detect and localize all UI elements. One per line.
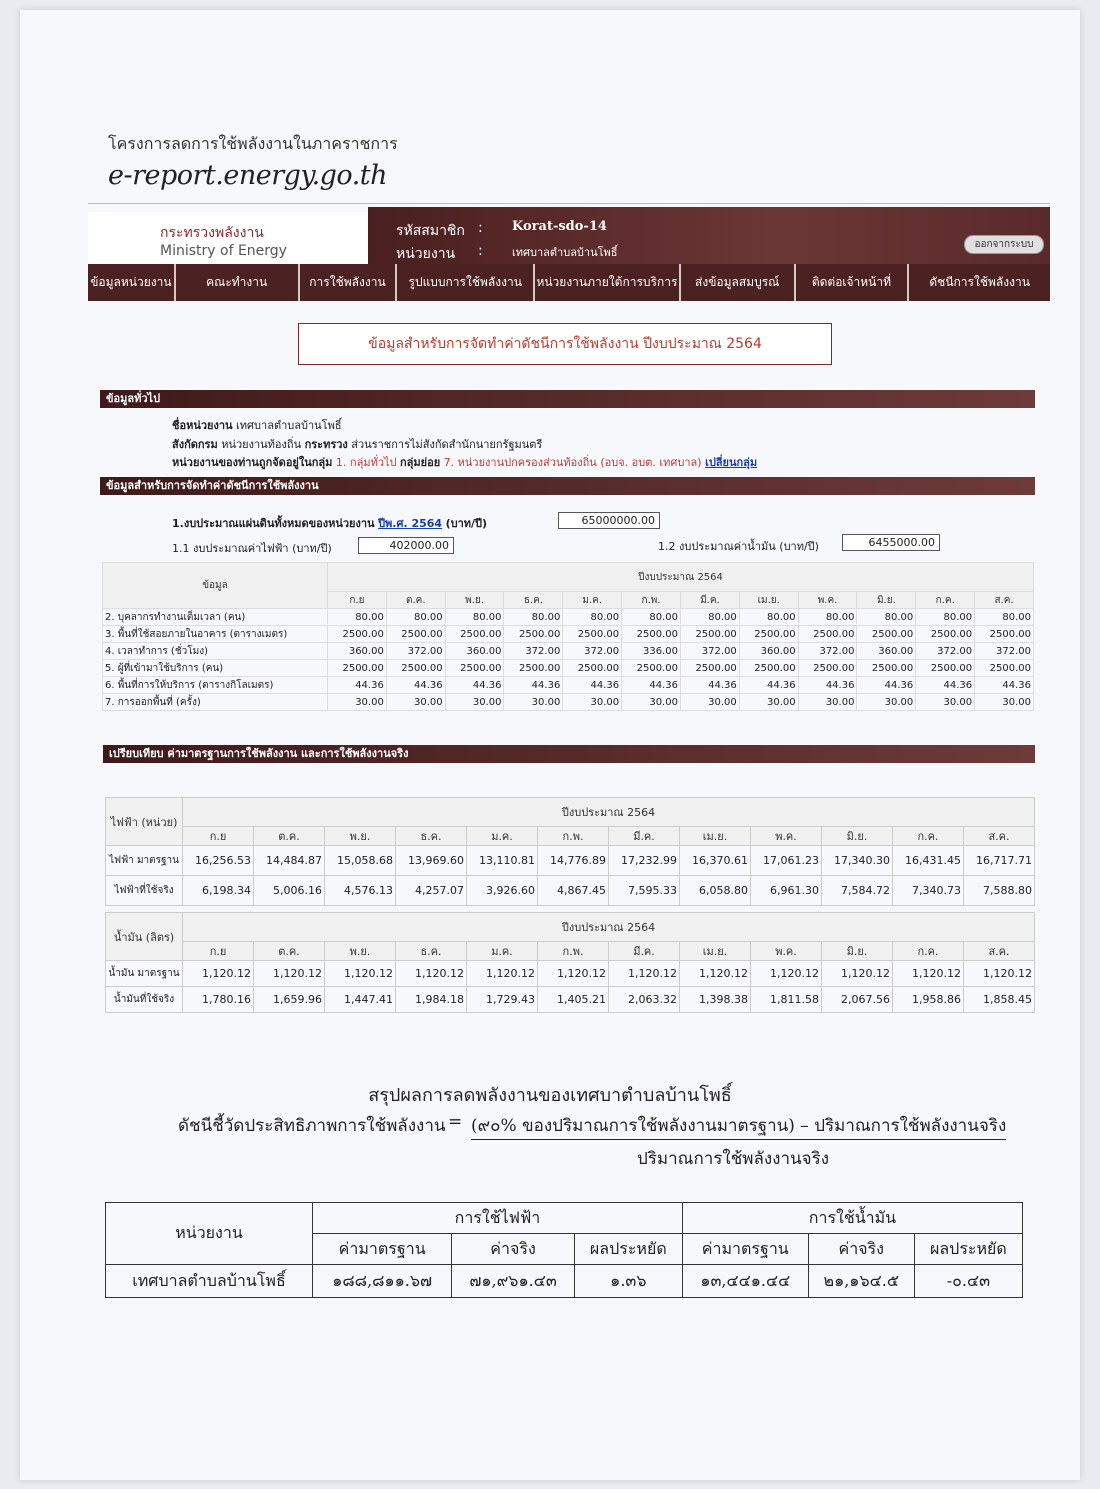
info-row — [103, 643, 1034, 660]
oil-month-header: มี.ค. — [609, 942, 680, 961]
info-row-label: 2. บุคลากรทำงานเต็มเวลา (คน) — [103, 609, 328, 626]
member-colon: : — [478, 220, 483, 236]
info-cell: 2500.00 — [386, 660, 445, 677]
electric-cell: 5,006.16 — [254, 876, 325, 906]
summary-elec-actual: ๗๑,๙๖๑.๔๓ — [452, 1265, 574, 1298]
info-cell: 2500.00 — [445, 626, 504, 643]
summary-sub-oil-standard: ค่ามาตรฐาน — [682, 1234, 808, 1265]
electric-row-label: ไฟฟ้าที่ใช้จริง — [106, 876, 183, 906]
info-cell: 360.00 — [739, 643, 798, 660]
info-cell: 80.00 — [563, 609, 622, 626]
elec-budget-input[interactable]: 402000.00 — [358, 537, 454, 554]
formula-denominator: ปริมาณการใช้พลังงานจริง — [637, 1149, 830, 1169]
electric-month-header: ส.ค. — [964, 827, 1035, 846]
electric-month-header: เม.ย. — [680, 827, 751, 846]
oil-cell: 1,447.41 — [325, 987, 396, 1013]
summary-row-label: เทศบาลตำบลบ้านโพธิ์ — [106, 1265, 313, 1298]
oil-cell: 1,120.12 — [609, 961, 680, 987]
oil-row-label: น้ำมันที่ใช้จริง — [106, 987, 183, 1013]
formula-lhs: ดัชนีชี้วัดประสิทธิภาพการใช้พลังงาน — [178, 1116, 446, 1136]
summary-oil-actual: ๒๑,๑๖๔.๕ — [808, 1265, 914, 1298]
nav-item-contact-staff[interactable]: ติดต่อเจ้าหน้าที่ — [796, 264, 910, 301]
ministry-label: กระทรวง — [304, 438, 348, 451]
oil-cell: 1,120.12 — [467, 961, 538, 987]
info-cell: 30.00 — [445, 694, 504, 711]
info-row-label: 5. ผู้ที่เข้ามาใช้บริการ (คน) — [103, 660, 328, 677]
info-cell: 2500.00 — [622, 626, 681, 643]
oil-month-header: ธ.ค. — [396, 942, 467, 961]
info-cell: 372.00 — [916, 643, 975, 660]
info-cell: 30.00 — [739, 694, 798, 711]
info-month-header: ส.ค. — [975, 592, 1034, 609]
agency-name-value: เทศบาลตำบลบ้านโพธิ์ — [236, 419, 342, 432]
main-nav — [88, 264, 1050, 301]
oil-compare-table — [105, 912, 1035, 1013]
oil-budget-label: 1.2 งบประมาณค่าน้ำมัน (บาท/ปี) — [658, 540, 819, 553]
oil-cell: 1,659.96 — [254, 987, 325, 1013]
summary-elec-standard: ๑๘๘,๘๑๑.๖๗ — [313, 1265, 452, 1298]
summary-table — [105, 1202, 1023, 1298]
ministry-value: ส่วนราชการไม่สังกัดสำนักนายกรัฐมนตรี — [351, 438, 543, 451]
nav-item-energy-usage[interactable]: การใช้พลังงาน — [300, 264, 398, 301]
oil-cell: 1,780.16 — [183, 987, 254, 1013]
info-month-header: พ.ค. — [798, 592, 857, 609]
page-title-box: ข้อมูลสำหรับการจัดทำค่าดัชนีการใช้พลังงาน ปีงบประมาณ 2564 — [298, 323, 832, 365]
agency-name-row — [172, 416, 342, 434]
electric-month-header: ม.ค. — [467, 827, 538, 846]
info-cell: 30.00 — [916, 694, 975, 711]
oil-budget-input[interactable]: 6455000.00 — [842, 534, 940, 551]
info-cell: 44.36 — [857, 677, 916, 694]
electric-cell: 13,110.81 — [467, 846, 538, 876]
info-cell: 80.00 — [328, 609, 387, 626]
info-cell: 372.00 — [386, 643, 445, 660]
info-row-label: 7. การออกพื้นที่ (ครั้ง) — [103, 694, 328, 711]
info-cell: 80.00 — [857, 609, 916, 626]
info-data-table — [102, 562, 1034, 711]
agency-colon: : — [478, 243, 483, 259]
info-cell: 44.36 — [328, 677, 387, 694]
info-cell: 44.36 — [386, 677, 445, 694]
electric-cell: 15,058.68 — [325, 846, 396, 876]
oil-cell: 1,120.12 — [680, 961, 751, 987]
info-cell: 44.36 — [563, 677, 622, 694]
info-month-header: ธ.ค. — [504, 592, 563, 609]
electric-row-label: ไฟฟ้า มาตรฐาน — [106, 846, 183, 876]
info-month-header: เม.ย. — [739, 592, 798, 609]
oil-month-header: ก.ค. — [893, 942, 964, 961]
info-cell: 372.00 — [680, 643, 739, 660]
electric-cell: 16,256.53 — [183, 846, 254, 876]
electric-cell: 17,232.99 — [609, 846, 680, 876]
info-row — [103, 609, 1034, 626]
info-cell: 2500.00 — [563, 660, 622, 677]
info-row — [103, 694, 1034, 711]
info-row-label: 6. พื้นที่การให้บริการ (ตารางกิโลเมตร) — [103, 677, 328, 694]
info-cell: 44.36 — [798, 677, 857, 694]
oil-cell: 1,984.18 — [396, 987, 467, 1013]
info-row — [103, 677, 1034, 694]
electric-month-header: ก.พ. — [538, 827, 609, 846]
info-month-header: มิ.ย. — [857, 592, 916, 609]
info-cell: 2500.00 — [680, 626, 739, 643]
summary-oil-standard: ๑๓,๔๔๑.๔๔ — [682, 1265, 808, 1298]
info-cell: 2500.00 — [916, 626, 975, 643]
electric-corner-label: ไฟฟ้า (หน่วย) — [106, 798, 183, 846]
summary-sub-elec-saving: ผลประหยัด — [574, 1234, 682, 1265]
summary-sub-oil-actual: ค่าจริง — [808, 1234, 914, 1265]
oil-cell: 1,858.45 — [964, 987, 1035, 1013]
formula-equals: = — [448, 1112, 463, 1132]
header-banner — [368, 207, 1050, 264]
info-cell: 44.36 — [916, 677, 975, 694]
oil-cell: 1,958.86 — [893, 987, 964, 1013]
oil-month-header: พ.ค. — [751, 942, 822, 961]
info-cell: 80.00 — [798, 609, 857, 626]
oil-cell: 1,120.12 — [893, 961, 964, 987]
info-cell: 30.00 — [386, 694, 445, 711]
info-cell: 44.36 — [445, 677, 504, 694]
department-row — [172, 435, 542, 453]
subgroup-value: 7. หน่วยงานปกครองส่วนท้องถิ่น (อบจ. อบต. เทศบาล) — [443, 456, 702, 469]
summary-oil-saving: -๐.๔๓ — [914, 1265, 1022, 1298]
oil-month-header: ก.พ. — [538, 942, 609, 961]
summary-sub-oil-saving: ผลประหยัด — [914, 1234, 1022, 1265]
change-group-link[interactable]: เปลี่ยนกลุ่ม — [705, 456, 758, 469]
budget-row — [172, 514, 487, 532]
info-cell: 2500.00 — [857, 626, 916, 643]
oil-row — [106, 987, 1035, 1013]
info-cell: 30.00 — [328, 694, 387, 711]
oil-month-header: พ.ย. — [325, 942, 396, 961]
oil-month-header: เม.ย. — [680, 942, 751, 961]
nav-item-working-group[interactable]: คณะทำงาน — [176, 264, 300, 301]
oil-cell: 1,120.12 — [183, 961, 254, 987]
info-cell: 30.00 — [680, 694, 739, 711]
oil-cell: 1,398.38 — [680, 987, 751, 1013]
electric-month-header: มี.ค. — [609, 827, 680, 846]
formula-numerator: (๙๐% ของปริมาณการใช้พลังงานมาตรฐาน) – ปริมาณการใช้พลังงานจริง — [471, 1112, 1006, 1140]
info-cell: 80.00 — [739, 609, 798, 626]
logout-button[interactable]: ออกจากระบบ — [964, 235, 1044, 254]
electric-cell: 17,061.23 — [751, 846, 822, 876]
budget-year-link[interactable]: ปีพ.ศ. 2564 — [378, 517, 443, 530]
info-cell: 360.00 — [445, 643, 504, 660]
agency-label: หน่วยงาน — [396, 246, 456, 262]
agency-name-label: ชื่อหน่วยงาน — [172, 419, 233, 432]
electric-month-header: มิ.ย. — [822, 827, 893, 846]
info-cell: 30.00 — [622, 694, 681, 711]
oil-cell: 2,067.56 — [822, 987, 893, 1013]
electric-cell: 16,717.71 — [964, 846, 1035, 876]
nav-item-energy-index[interactable]: ดัชนีการใช้พลังงาน — [929, 275, 1030, 289]
info-month-header: ก.พ. — [622, 592, 681, 609]
elec-budget-label: 1.1 งบประมาณค่าไฟฟ้า (บาท/ปี) — [172, 542, 332, 555]
info-month-header: ม.ค. — [563, 592, 622, 609]
electric-cell: 6,198.34 — [183, 876, 254, 906]
nav-item-sub-agencies[interactable]: หน่วยงานภายใต้การบริการ — [535, 264, 681, 301]
oil-cell: 2,063.32 — [609, 987, 680, 1013]
info-cell: 2500.00 — [975, 626, 1034, 643]
info-cell: 44.36 — [739, 677, 798, 694]
info-row — [103, 626, 1034, 643]
info-row-label: 4. เวลาทำการ (ชั่วโมง) — [103, 643, 328, 660]
nav-item-submit-complete[interactable]: ส่งข้อมูลสมบูรณ์ — [681, 264, 796, 301]
electric-month-header: ธ.ค. — [396, 827, 467, 846]
electric-row — [106, 876, 1035, 906]
oil-row-label: น้ำมัน มาตรฐาน — [106, 961, 183, 987]
summary-title: สรุปผลการลดพลังงานของเทศบาตำบลบ้านโพธิ์ — [368, 1085, 732, 1106]
oil-cell: 1,120.12 — [964, 961, 1035, 987]
info-cell: 2500.00 — [504, 626, 563, 643]
info-cell: 80.00 — [975, 609, 1034, 626]
oil-cell: 1,811.58 — [751, 987, 822, 1013]
electric-month-header: ก.ค. — [893, 827, 964, 846]
electric-fiscal-year: ปีงบประมาณ 2564 — [183, 798, 1035, 827]
info-row — [103, 660, 1034, 677]
info-cell: 44.36 — [680, 677, 739, 694]
oil-cell: 1,120.12 — [325, 961, 396, 987]
electric-month-header: ต.ค. — [254, 827, 325, 846]
electric-cell: 3,926.60 — [467, 876, 538, 906]
info-cell: 44.36 — [622, 677, 681, 694]
info-cell: 2500.00 — [504, 660, 563, 677]
info-cell: 30.00 — [975, 694, 1034, 711]
oil-cell: 1,120.12 — [751, 961, 822, 987]
department-value: หน่วยงานท้องถิ่น — [221, 438, 302, 451]
oil-cell: 1,120.12 — [254, 961, 325, 987]
electric-month-header: ก.ย — [183, 827, 254, 846]
info-cell: 2500.00 — [328, 660, 387, 677]
member-value: Korat-sdo-14 — [512, 219, 607, 234]
electric-month-header: พ.ค. — [751, 827, 822, 846]
oil-month-header: มิ.ย. — [822, 942, 893, 961]
info-cell: 372.00 — [975, 643, 1034, 660]
oil-cell: 1,120.12 — [396, 961, 467, 987]
info-cell: 2500.00 — [857, 660, 916, 677]
info-cell: 80.00 — [622, 609, 681, 626]
electric-cell: 14,484.87 — [254, 846, 325, 876]
info-cell: 2500.00 — [975, 660, 1034, 677]
electric-cell: 7,588.80 — [964, 876, 1035, 906]
info-cell: 2500.00 — [563, 626, 622, 643]
info-cell: 44.36 — [975, 677, 1034, 694]
info-header-label: ข้อมูล — [103, 563, 328, 609]
info-cell: 80.00 — [504, 609, 563, 626]
info-cell: 80.00 — [386, 609, 445, 626]
electric-cell: 4,867.45 — [538, 876, 609, 906]
compare-section-header: เปรียบเทียบ ค่ามาตรฐานการใช้พลังงาน และการใช้พลังงานจริง — [103, 745, 1035, 763]
info-cell: 30.00 — [857, 694, 916, 711]
electric-row — [106, 846, 1035, 876]
info-month-header: ต.ค. — [386, 592, 445, 609]
info-cell: 2500.00 — [386, 626, 445, 643]
oil-month-header: ต.ค. — [254, 942, 325, 961]
info-cell: 372.00 — [798, 643, 857, 660]
summary-group-oil: การใช้น้ำมัน — [682, 1203, 1022, 1234]
info-cell: 360.00 — [857, 643, 916, 660]
total-budget-input[interactable]: 65000000.00 — [558, 512, 660, 529]
oil-cell: 1,120.12 — [822, 961, 893, 987]
project-title: โครงการลดการใช้พลังงานในภาคราชการ — [108, 134, 398, 153]
summary-sub-elec-standard: ค่ามาตรฐาน — [313, 1234, 452, 1265]
oil-row — [106, 961, 1035, 987]
electric-cell: 4,257.07 — [396, 876, 467, 906]
summary-group-electric: การใช้ไฟฟ้า — [313, 1203, 683, 1234]
info-cell: 336.00 — [622, 643, 681, 660]
oil-month-header: ม.ค. — [467, 942, 538, 961]
electric-month-header: พ.ย. — [325, 827, 396, 846]
oil-cell: 1,120.12 — [538, 961, 609, 987]
info-cell: 30.00 — [798, 694, 857, 711]
info-cell: 2500.00 — [328, 626, 387, 643]
info-cell: 80.00 — [680, 609, 739, 626]
oil-month-header: ส.ค. — [964, 942, 1035, 961]
index-section-header: ข้อมูลสำหรับการจัดทำค่าดัชนีการใช้พลังงาน — [100, 477, 1035, 495]
electric-cell: 6,058.80 — [680, 876, 751, 906]
summary-col-unit: หน่วยงาน — [106, 1203, 313, 1265]
budget-label: 1.งบประมาณแผ่นดินทั้งหมดของหน่วยงาน — [172, 517, 375, 530]
info-cell: 2500.00 — [445, 660, 504, 677]
general-section-header: ข้อมูลทั่วไป — [100, 390, 1035, 408]
info-cell: 80.00 — [445, 609, 504, 626]
electric-cell: 7,340.73 — [893, 876, 964, 906]
info-cell: 360.00 — [328, 643, 387, 660]
summary-elec-saving: ๑.๓๖ — [574, 1265, 682, 1298]
electric-cell: 7,595.33 — [609, 876, 680, 906]
fiscal-year-header: ปีงบประมาณ 2564 — [328, 563, 1034, 592]
info-month-header: พ.ย. — [445, 592, 504, 609]
group-main: 1. กลุ่มทั่วไป — [335, 456, 397, 469]
nav-item-agency-info[interactable]: ข้อมูลหน่วยงาน — [88, 264, 176, 301]
electric-cell: 6,961.30 — [751, 876, 822, 906]
info-cell: 30.00 — [504, 694, 563, 711]
summary-sub-elec-actual: ค่าจริง — [452, 1234, 574, 1265]
oil-cell: 1,729.43 — [467, 987, 538, 1013]
electric-cell: 17,340.30 — [822, 846, 893, 876]
member-label: รหัสสมาชิก — [396, 223, 465, 239]
agency-value: เทศบาลตำบลบ้านโพธิ์ — [512, 246, 618, 259]
info-row-label: 3. พื้นที่ใช้สอยภายในอาคาร (ตารางเมตร) — [103, 626, 328, 643]
info-cell: 2500.00 — [622, 660, 681, 677]
info-cell: 372.00 — [504, 643, 563, 660]
group-row — [172, 453, 757, 471]
oil-month-header: ก.ย — [183, 942, 254, 961]
info-cell: 2500.00 — [798, 660, 857, 677]
department-label: สังกัดกรม — [172, 438, 218, 451]
oil-corner-label: น้ำมัน (ลิตร) — [106, 913, 183, 961]
electric-cell: 4,576.13 — [325, 876, 396, 906]
info-cell: 372.00 — [563, 643, 622, 660]
electric-cell: 14,776.89 — [538, 846, 609, 876]
info-cell: 2500.00 — [739, 660, 798, 677]
info-month-header: ก.ย — [328, 592, 387, 609]
nav-item-usage-pattern[interactable]: รูปแบบการใช้พลังงาน — [397, 264, 535, 301]
info-cell: 80.00 — [916, 609, 975, 626]
info-month-header: มี.ค. — [680, 592, 739, 609]
oil-cell: 1,405.21 — [538, 987, 609, 1013]
ministry-name-en: Ministry of Energy — [160, 243, 287, 259]
electric-cell: 13,969.60 — [396, 846, 467, 876]
electric-cell: 16,370.61 — [680, 846, 751, 876]
electric-cell: 7,584.72 — [822, 876, 893, 906]
info-month-header: ก.ค. — [916, 592, 975, 609]
info-cell: 44.36 — [504, 677, 563, 694]
electric-compare-table — [105, 797, 1035, 906]
info-cell: 2500.00 — [916, 660, 975, 677]
site-url: e-report.energy.go.th — [108, 160, 388, 191]
group-prefix: หน่วยงานของท่านถูกจัดอยู่ในกลุ่ม — [172, 456, 333, 469]
electric-cell: 16,431.45 — [893, 846, 964, 876]
info-cell: 30.00 — [563, 694, 622, 711]
divider — [88, 203, 1050, 204]
ministry-name-th: กระทรวงพลังงาน — [160, 225, 264, 241]
budget-unit: (บาท/ปี) — [445, 517, 488, 530]
subgroup-label: กลุ่มย่อย — [400, 456, 441, 469]
info-cell: 2500.00 — [739, 626, 798, 643]
info-cell: 2500.00 — [798, 626, 857, 643]
oil-fiscal-year: ปีงบประมาณ 2564 — [183, 913, 1035, 942]
info-cell: 2500.00 — [680, 660, 739, 677]
